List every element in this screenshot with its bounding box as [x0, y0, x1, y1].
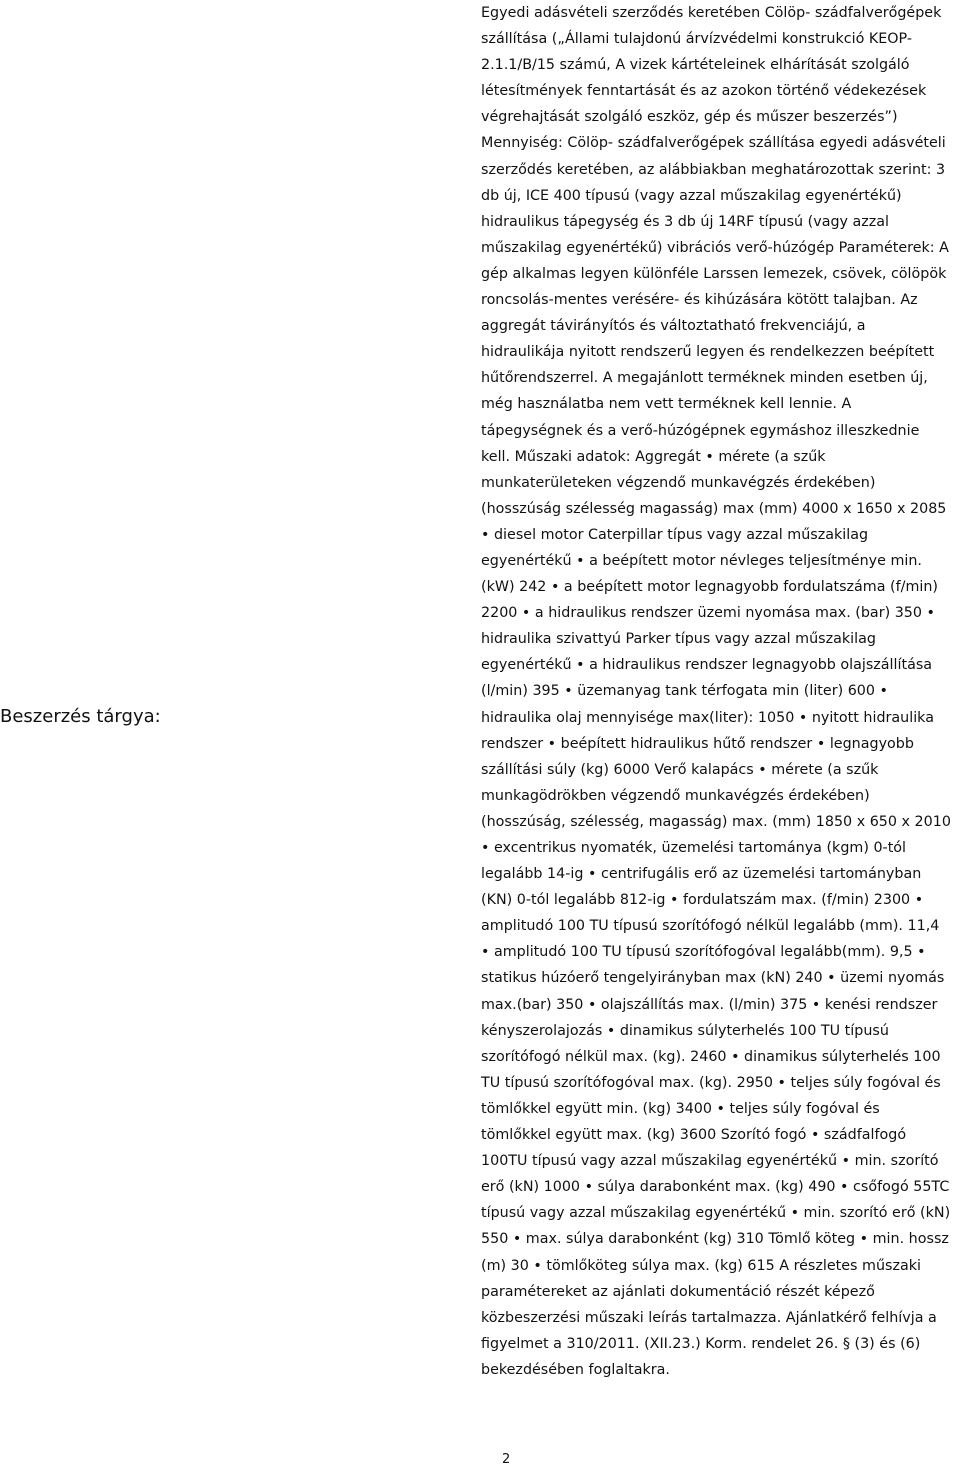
page-number: 2 — [502, 1452, 511, 1467]
procurement-subject-description: Egyedi adásvételi szerződés keretében Cölöp- szádfalverőgépek szállítása („Állami tulajdonú árvízvédelmi konstrukció KEOP-2.1.1/B/15 számú, A vizek kártételeinek elhárítását szolgáló létesítmények fenntartását és az azokon történő védekezések végrehajtását szolgáló eszköz, gép és műszer beszerzés”) Mennyiség: Cölöp- szádfalverőgépek szállítása egyedi adásvételi szerződés keretében, az alábbiakban meghatározottak szerint: 3 db új, ICE 400 típusú (vagy azzal műszakilag egyenértékű) hidraulikus tápegység és 3 db új 14RF típusú (vagy azzal műszakilag egyenértékű) vibrációs verő-húzógép Paraméterek: A gép alkalmas legyen különféle Larssen lemezek, csövek, cölöpök roncsolás-mentes verésére- és kihúzására kötött talajban. Az aggregát távirányítós és változtatható frekvenciájú, a hidraulikája nyitott rendszerű legyen és rendelkezzen beépített hűtőrendszerrel. A megajánlott terméknek minden esetben új, még használatba nem vett terméknek kell lennie. A tápegységnek és a verő-húzógépnek egymáshoz illeszkednie kell. Műszaki adatok: Aggregát • mérete (a szűk munkaterületeken végzendő munkavégzés érdekében) (hosszúság szélesség magasság) max (mm) 4000 x 1650 x 2085 • diesel motor Caterpillar típus vagy azzal műszakilag egyenértékű • a beépített motor névleges teljesítménye min. (kW) 242 • a beépített motor legnagyobb fordulatszáma (f/min) 2200 • a hidraulikus rendszer üzemi nyomása max. (bar) 350 • hidraulika szivattyú Parker típus vagy azzal műszakilag egyenértékű • a hidraulikus rendszer legnagyobb olajszállítása (l/min) 395 • üzemanyag tank térfogata min (liter) 600 • hidraulika olaj mennyisége max(liter): 1050 • nyitott hidraulika rendszer • beépített hidraulikus hűtő rendszer • legnagyobb szállítási súly (kg) 6000 Verő kalapács • mérete (a szűk munkagödrökben végzendő munkavégzés érdekében) (hosszúság, szélesség, magasság) max. (mm) 1850 x 650 x 2010 • excentrikus nyomaték, üzemelési tartománya (kgm) 0-tól legalább 14-ig • centrifugális erő az üzemelési tartományban (KN) 0-tól legalább 812-ig • fordulatszám max. (f/min) 2300 • amplitudó 100 TU típusú szorítófogó nélkül legalább (mm). 11,4 • amplitudó 100 TU típusú szorítófogóval legalább(mm). 9,5 • statikus húzóerő tengelyirányban max (kN) 240 • üzemi nyomás max.(bar) 350 • olajszállítás max. (l/min) 375 • kenési rendszer kényszerolajozás • dinamikus súlyterhelés 100 TU típusú szorítófogó nélkül max. (kg). 2460 • dinamikus súlyterhelés 100 TU típusú szorítófogóval max. (kg). 2950 • teljes súly fogóval és tömlőkkel együtt min. (kg) 3400 • teljes súly fogóval és tömlőkkel együtt max. (kg) 3600 Szorító fogó • szádfalfogó 100TU típusú vagy azzal műszakilag egyenértékű • min. szorító erő (kN) 1000 • súlya darabonként max. (kg) 490 • csőfogó 55TC típusú vagy azzal műszakilag egyenértékű • min. szorító erő (kN) 550 • max. súlya darabonként (kg) 310 Tömlő köteg • min. hossz (m) 30 • tömlőköteg súlya max. (kg) 615 A részletes műszaki paramétereket az ajánlati dokumentáció részét képező közbeszerzési műszaki leírás tartalmazza. Ajánlatkérő felhívja a figyelmet a 310/2011. (XII.23.) Korm. rendelet 26. § (3) és (6) bekezdésében foglaltakra. — [481, 5, 951, 1378]
procurement-subject-label: Beszerzés tárgya: — [0, 706, 161, 727]
